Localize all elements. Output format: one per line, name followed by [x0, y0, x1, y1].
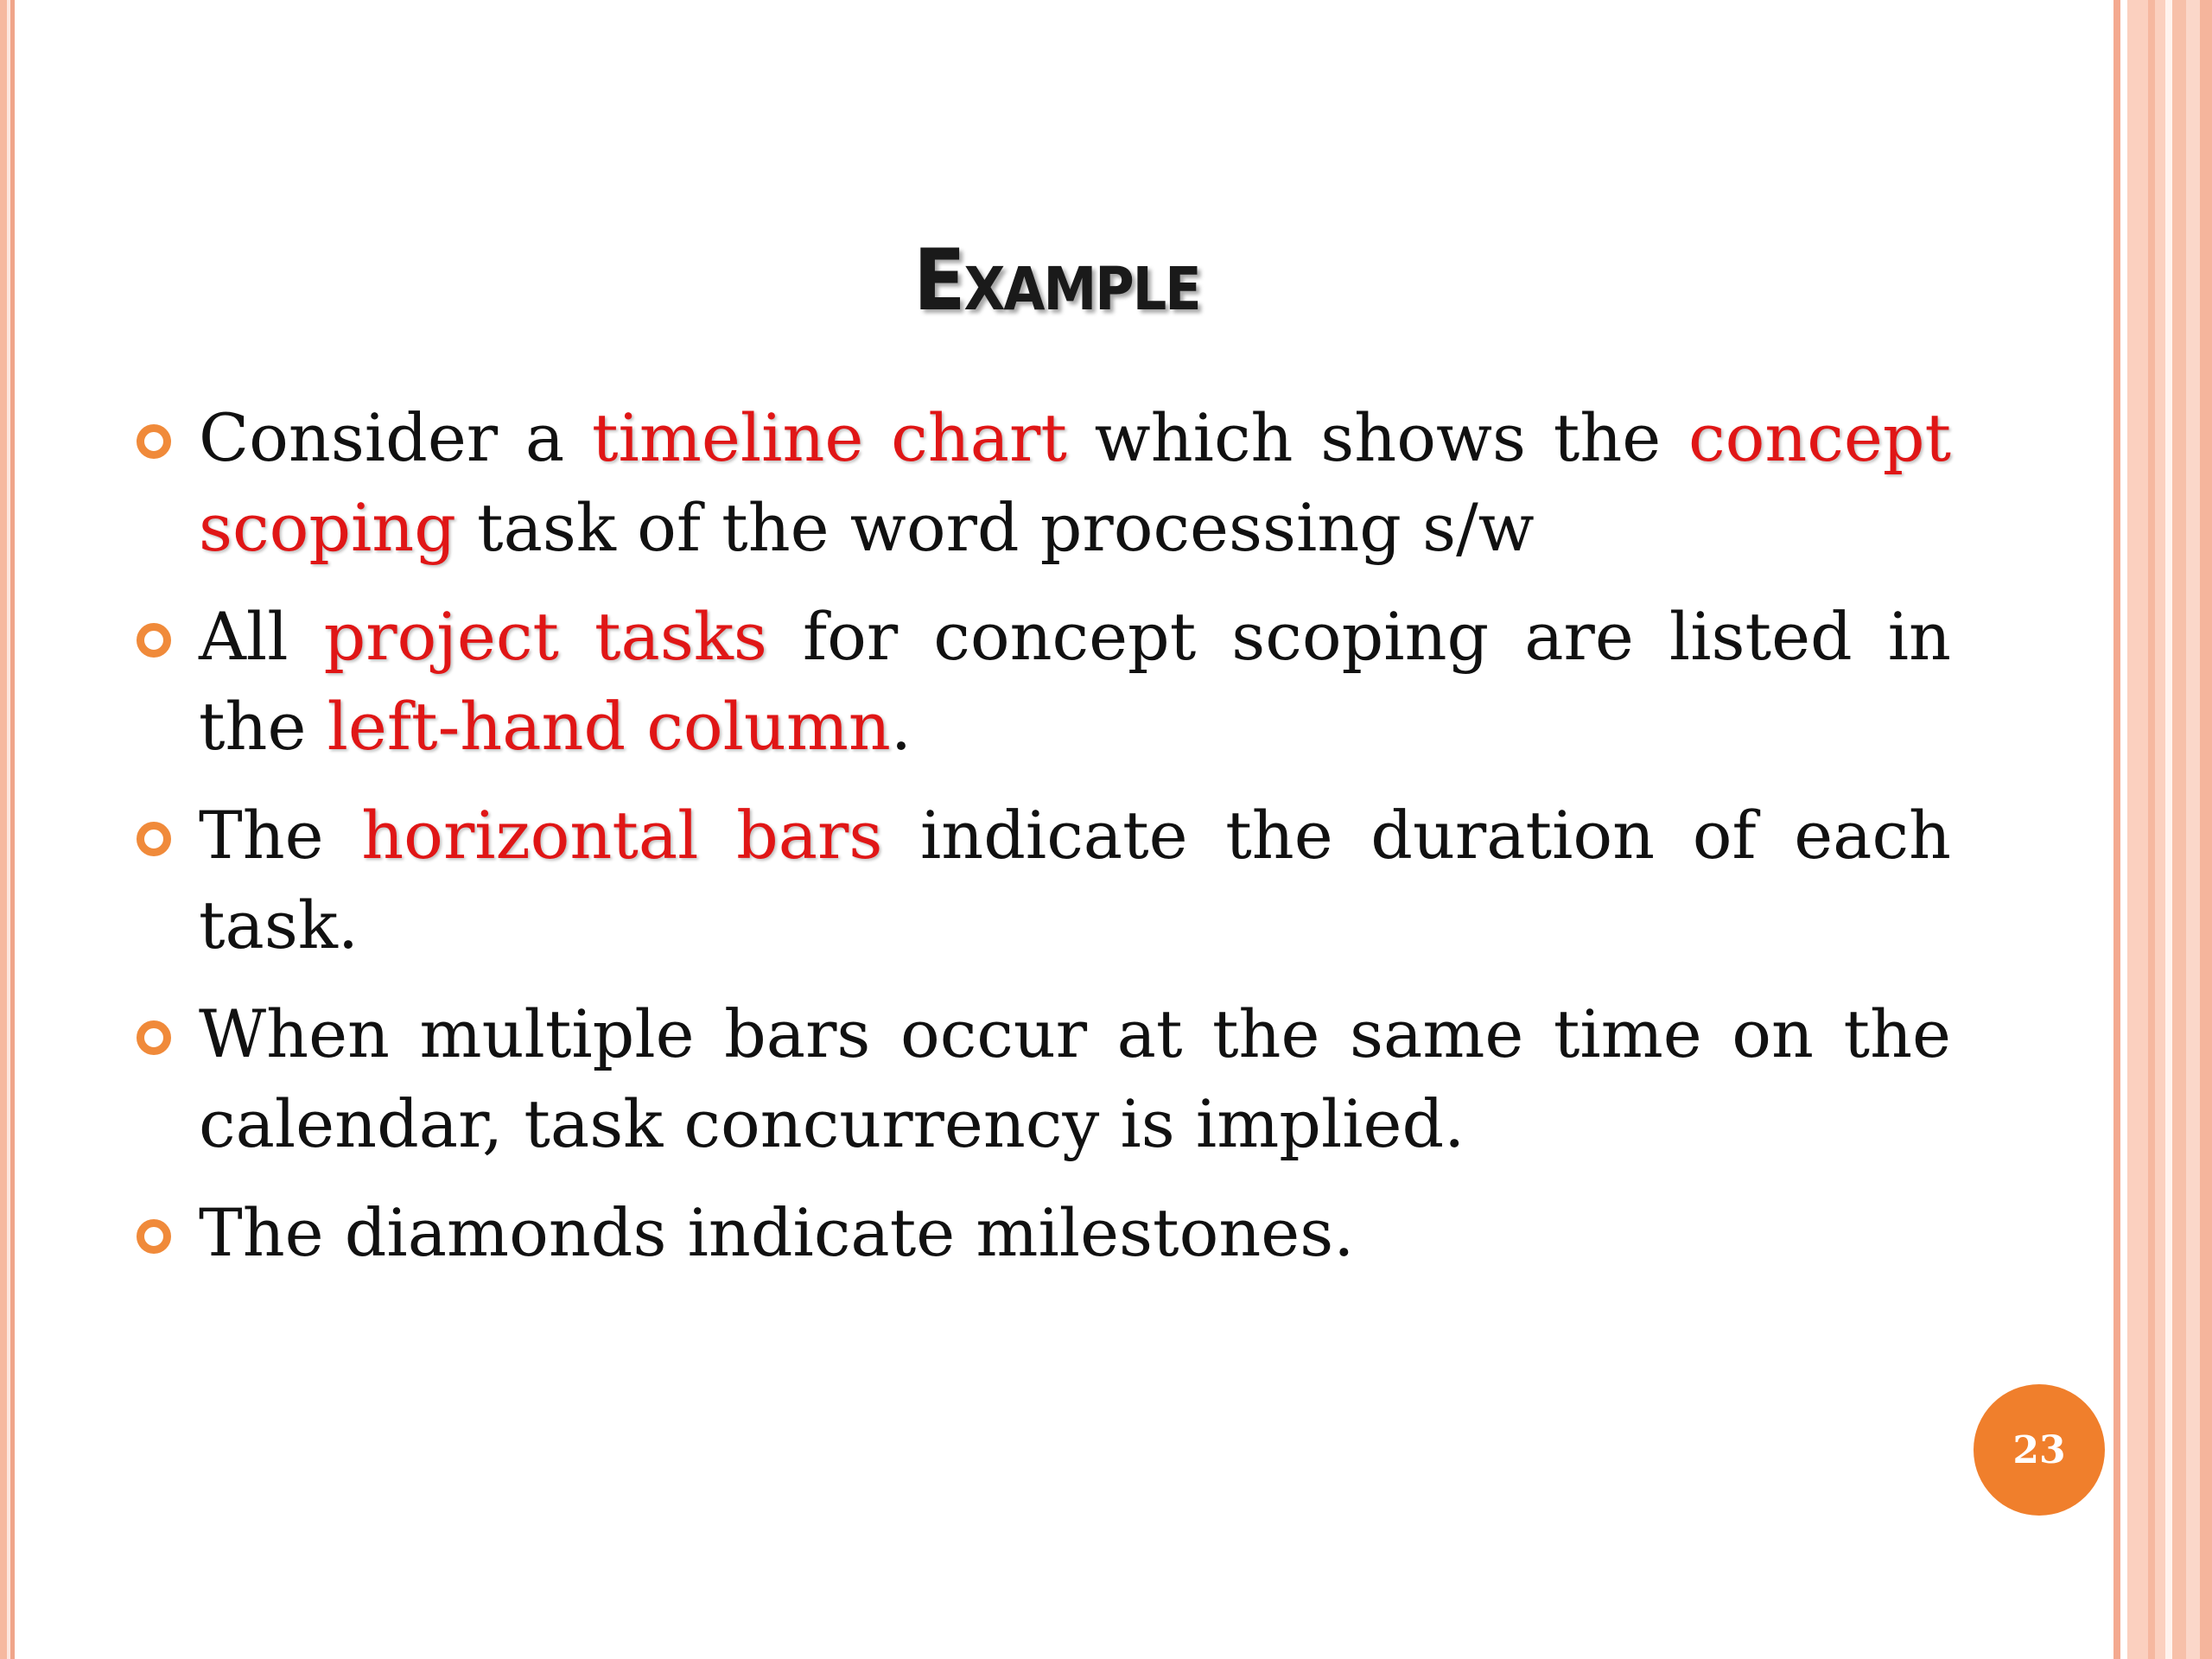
- circle-bullet-icon: [137, 1219, 171, 1254]
- highlighted-term: timeline chart: [591, 399, 1067, 476]
- circle-bullet-icon: [137, 1020, 171, 1055]
- bullet-text-segment: indicate the duration of each task.: [199, 797, 1951, 963]
- bullet-item: [128, 592, 1951, 772]
- bullet-text-segment: All: [199, 598, 324, 675]
- highlighted-term: concept scoping: [199, 399, 1952, 566]
- circle-bullet-icon: [137, 623, 171, 658]
- bullet-text-segment: which shows the: [1066, 399, 1689, 476]
- bullet-text-segment: The diamonds indicate milestones.: [199, 1194, 1355, 1271]
- bullet-text-segment: task of the word processing s/w: [455, 489, 1535, 566]
- bullet-text-segment: When multiple bars occur at the same time on the calendar, task concurrency is implied.: [199, 995, 1951, 1162]
- bullet-item: [128, 393, 1951, 573]
- bullet-item: [128, 791, 1951, 970]
- highlighted-term: left-hand column: [327, 688, 891, 765]
- bullet-text-segment: The: [199, 797, 362, 874]
- slide-title: Example: [913, 232, 1200, 330]
- bullet-item: [128, 1188, 1951, 1278]
- right-decorative-border: [2113, 0, 2212, 1659]
- highlighted-term: horizontal bars: [361, 797, 883, 874]
- circle-bullet-icon: [137, 424, 171, 459]
- circle-bullet-icon: [137, 822, 171, 856]
- bullet-text-segment: for concept scoping are listed in the: [199, 598, 1952, 765]
- page-number-badge: 23: [1974, 1384, 2105, 1516]
- bullet-text-segment: .: [890, 688, 912, 765]
- bullet-list: [128, 393, 1951, 1297]
- bullet-text-segment: Consider a: [199, 399, 592, 476]
- bullet-item: [128, 989, 1951, 1169]
- highlighted-term: project tasks: [323, 598, 767, 675]
